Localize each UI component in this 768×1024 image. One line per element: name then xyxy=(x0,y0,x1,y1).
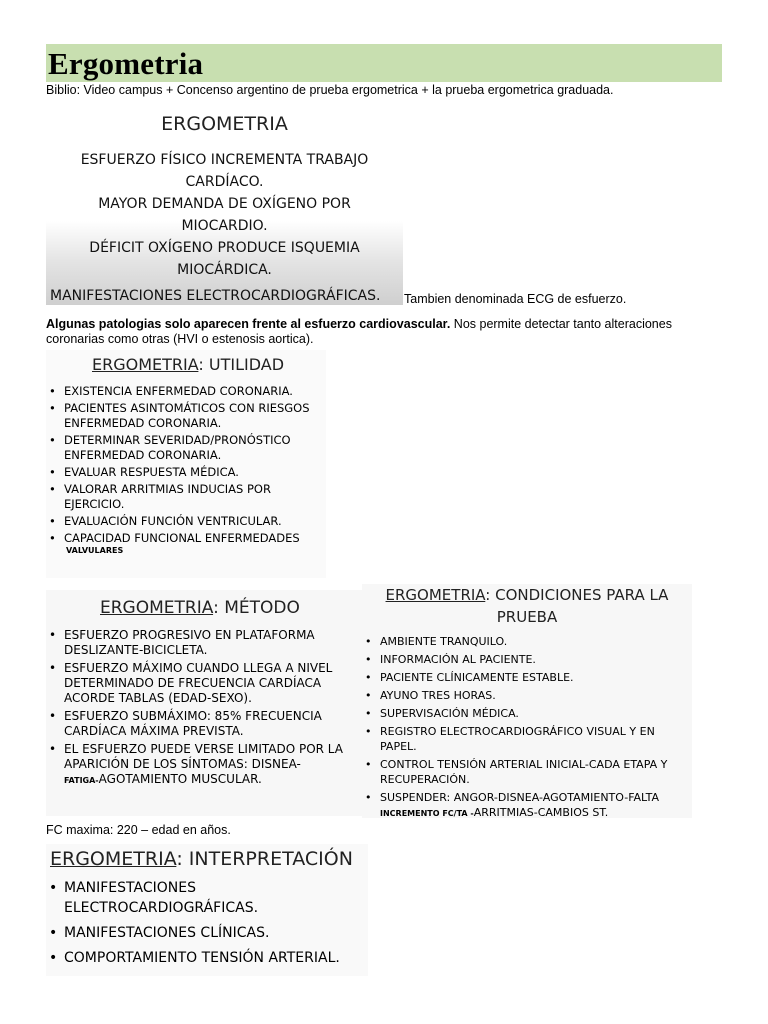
list-item: • AYUNO TRES HORAS. xyxy=(362,688,692,703)
list-item: • PACIENTE CLÍNICAMENTE ESTABLE. xyxy=(362,670,692,685)
list-item: • ESFUERZO SUBMÁXIMO: 85% FRECUENCIA CARDÍACA MÁXIMA PREVISTA. xyxy=(46,709,366,739)
slide-interpretacion-list xyxy=(46,878,368,968)
slide-intro-line: MAYOR DEMANDA DE OXÍGENO POR xyxy=(98,196,351,212)
slide-intro-lines xyxy=(46,149,403,281)
list-item: • CONTROL TENSIÓN ARTERIAL INICIAL-CADA ETAPA Y RECUPERACIÓN. xyxy=(362,757,692,787)
list-item xyxy=(46,742,366,788)
slide-condiciones-title-line2: PRUEBA xyxy=(496,608,558,626)
pathology-paragraph xyxy=(46,317,726,347)
list-item-text: EL ESFUERZO PUEDE VERSE LIMITADO POR LA APARICIÓN DE LOS SÍNTOMAS: DISNEA- xyxy=(64,742,343,771)
list-item: • EVALUACIÓN FUNCIÓN VENTRICULAR. xyxy=(46,514,326,529)
list-item: • VALORAR ARRITMIAS INDUCIAS POR EJERCICIO. xyxy=(46,482,326,512)
slide-metodo-list xyxy=(46,628,366,788)
slide-condiciones-image xyxy=(362,584,692,818)
list-item: • COMPORTAMIENTO TENSIÓN ARTERIAL. xyxy=(46,948,368,968)
slide-condiciones-title-underlined: ERGOMETRIA xyxy=(385,586,486,604)
slide-intro-line: MIOCARDIO. xyxy=(181,218,268,234)
slide-metodo-last: AGOTAMIENTO MUSCULAR. xyxy=(98,772,262,786)
slide-condiciones-small: INCREMENTO FC/TA - xyxy=(380,809,474,818)
slide-condiciones-last: ARRITMIAS-CAMBIOS ST. xyxy=(473,806,609,819)
slide-condiciones-title-rest: : CONDICIONES PARA LA xyxy=(485,586,669,604)
slide-metodo-title-underlined: ERGOMETRIA xyxy=(100,598,214,618)
list-item: • AMBIENTE TRANQUILO. xyxy=(362,634,692,649)
list-item: • EXISTENCIA ENFERMEDAD CORONARIA. xyxy=(46,384,326,399)
list-item: • MANIFESTACIONES ELECTROCARDIOGRÁFICAS. xyxy=(46,878,368,918)
list-item xyxy=(362,790,692,821)
slide-intro-line: DÉFICIT OXÍGENO PRODUCE ISQUEMIA xyxy=(89,240,360,256)
slide-utilidad-title xyxy=(46,355,326,374)
slide-utilidad-title-underlined: ERGOMETRIA xyxy=(92,355,199,374)
list-item: • EVALUAR RESPUESTA MÉDICA. xyxy=(46,465,326,480)
slide-interpretacion-image xyxy=(46,844,368,976)
slide-condiciones-list xyxy=(362,634,692,821)
pathology-rest: Nos permite detectar tanto alteraciones coronarias como otras (HVI o estenosis aortica). xyxy=(46,317,672,346)
slide-utilidad-title-rest: : UTILIDAD xyxy=(198,355,285,374)
document-title: Ergometria xyxy=(48,46,204,81)
list-item-text: SUSPENDER: ANGOR-DISNEA-AGOTAMIENTO-FALTA xyxy=(380,791,660,804)
list-item: • MANIFESTACIONES CLÍNICAS. xyxy=(46,923,368,943)
slide-interpretacion-title-rest: : INTERPRETACIÓN xyxy=(176,848,353,870)
slide-metodo-small: FATIGA- xyxy=(64,776,99,785)
slide-intro-line: CARDÍACO. xyxy=(185,174,264,190)
list-item: • SUPERVISACIÓN MÉDICA. xyxy=(362,706,692,721)
list-item: • REGISTRO ELECTROCARDIOGRÁFICO VISUAL Y EN PAPEL. xyxy=(362,724,692,754)
list-item: • DETERMINAR SEVERIDAD/PRONÓSTICO ENFERMEDAD CORONARIA. xyxy=(46,433,326,463)
slide-metodo-title-rest: : MÉTODO xyxy=(213,598,300,618)
list-item: • PACIENTES ASINTOMÁTICOS CON RIESGOS ENFERMEDAD CORONARIA. xyxy=(46,401,326,431)
slide-condiciones-title xyxy=(362,584,692,628)
slide-intro-last-line: MANIFESTACIONES ELECTROCARDIOGRÁFICAS. xyxy=(50,288,381,304)
slide-utilidad-list xyxy=(46,384,326,546)
slide-intro-image xyxy=(46,105,403,305)
slide-utilidad-image xyxy=(46,350,326,578)
list-item: • INFORMACIÓN AL PACIENTE. xyxy=(362,652,692,667)
list-item: • ESFUERZO MÁXIMO CUANDO LLEGA A NIVEL DETERMINADO DE FRECUENCIA CARDÍACA ACORDE TABLAS (EDAD-SEXO). xyxy=(46,661,366,706)
slide-interpretacion-title xyxy=(46,848,368,870)
slide-utilidad-small: VALVULARES xyxy=(66,546,124,555)
slide-intro-title: ERGOMETRIA xyxy=(161,113,288,135)
ecg-note: Tambien denominada ECG de esfuerzo. xyxy=(404,292,627,306)
title-bar xyxy=(46,44,722,82)
slide-metodo-title xyxy=(46,598,366,618)
list-item: • ESFUERZO PROGRESIVO EN PLATAFORMA DESLIZANTE-BICICLETA. xyxy=(46,628,366,658)
slide-metodo-image xyxy=(46,590,366,816)
pathology-bold: Algunas patologias solo aparecen frente al esfuerzo cardiovascular. xyxy=(46,317,451,331)
slide-intro-line: MIOCÁRDICA. xyxy=(177,262,272,278)
slide-intro-line: ESFUERZO FÍSICO INCREMENTA TRABAJO xyxy=(80,152,369,168)
bibliography-line: Biblio: Video campus + Concenso argentino de prueba ergometrica + la prueba ergometrica graduada. xyxy=(46,83,614,97)
slide-interpretacion-title-underlined: ERGOMETRIA xyxy=(50,848,177,870)
fc-max-formula: FC maxima: 220 – edad en años. xyxy=(46,823,231,837)
list-item: • CAPACIDAD FUNCIONAL ENFERMEDADES xyxy=(46,531,326,546)
